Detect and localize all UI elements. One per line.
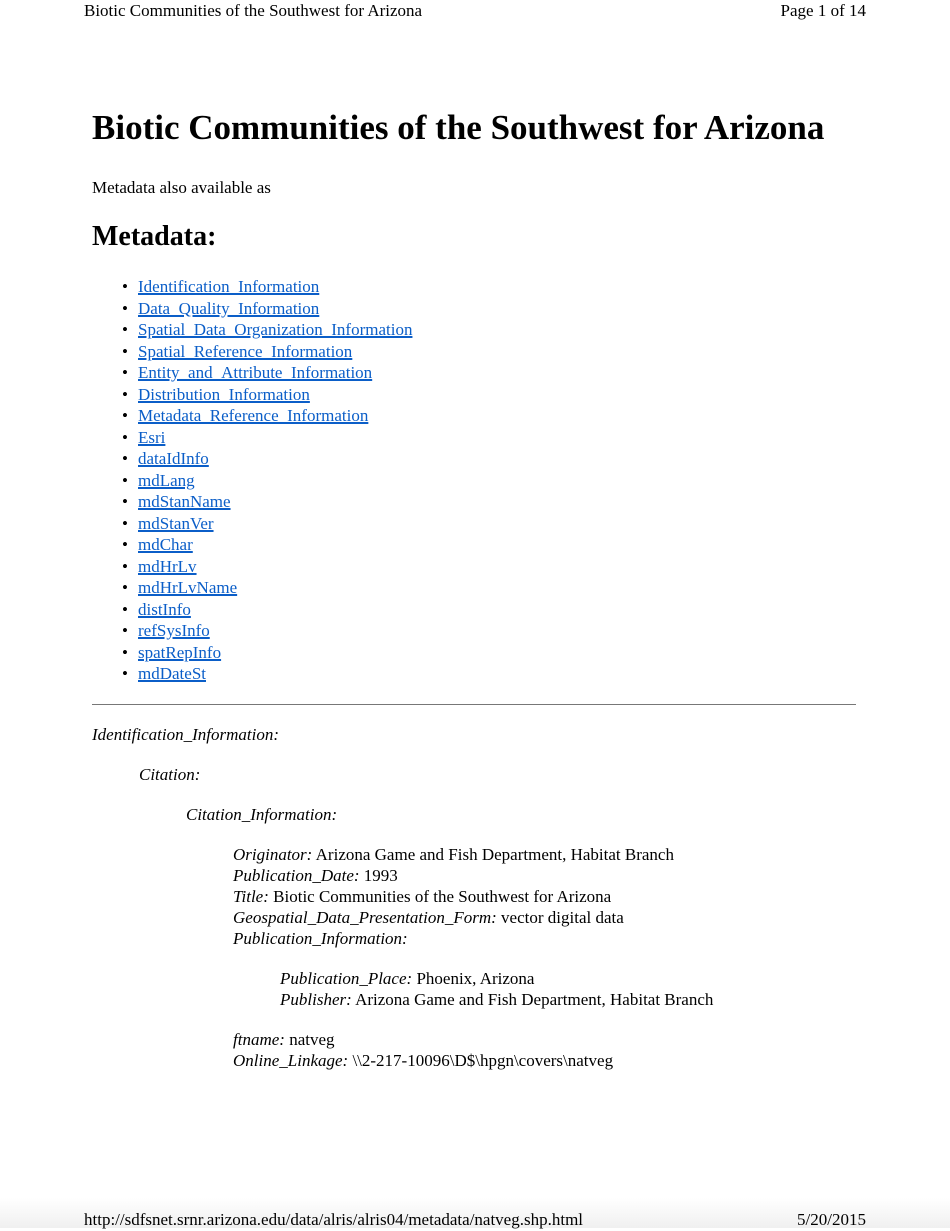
toc-link[interactable]: mdHrLv (138, 556, 197, 576)
field-label: Publisher: (280, 989, 352, 1009)
toc-item (122, 319, 858, 341)
publication-date-field (233, 865, 858, 886)
toc-link[interactable]: mdDateSt (138, 664, 206, 683)
bullet-icon: • (122, 384, 128, 404)
toc-item (122, 298, 858, 320)
field-value: \\2-217-10096\D$\hpgn\covers\natveg (352, 1050, 614, 1070)
toc-link[interactable]: Identification_Information (138, 277, 320, 296)
toc-item (122, 448, 858, 470)
bullet-icon: • (122, 599, 128, 619)
ftname-field (233, 1029, 858, 1050)
bullet-icon: • (122, 449, 128, 468)
metadata-toc (92, 276, 858, 685)
bullet-icon: • (122, 363, 128, 382)
toc-link[interactable]: Distribution_Information (138, 384, 310, 404)
toc-link[interactable]: dataIdInfo (138, 449, 209, 468)
geospatial-form-field (233, 907, 858, 928)
bullet-icon: • (122, 513, 128, 533)
toc-link[interactable]: mdHrLvName (138, 578, 238, 597)
bullet-icon: • (122, 320, 128, 339)
print-footer-date: 5/20/2015 (797, 1210, 866, 1229)
bullet-icon: • (122, 556, 128, 576)
bullet-icon: • (122, 406, 128, 425)
field-label: Originator: (233, 844, 313, 864)
toc-link[interactable]: mdLang (138, 470, 195, 490)
toc-item (122, 341, 858, 363)
online-linkage-field (233, 1050, 858, 1071)
print-header-page-number: Page 1 of 14 (780, 1, 866, 20)
publisher-field (280, 989, 858, 1010)
toc-link[interactable]: Entity_and_Attribute_Information (138, 363, 373, 382)
toc-item (122, 276, 858, 298)
print-header-title: Biotic Communities of the Southwest for Arizona (84, 1, 423, 20)
bullet-icon: • (122, 621, 128, 640)
toc-item (122, 534, 858, 556)
toc-item (122, 556, 858, 578)
toc-link[interactable]: spatRepInfo (138, 642, 222, 662)
bullet-icon: • (122, 277, 128, 296)
print-footer-url: http://sdfsnet.srnr.arizona.edu/data/alris/alris04/metadata/natveg.shp.html (84, 1210, 584, 1229)
toc-link[interactable]: refSysInfo (138, 621, 210, 640)
originator-field (233, 844, 858, 865)
toc-item (122, 620, 858, 642)
toc-item (122, 513, 858, 535)
citation-heading: Citation: (139, 764, 201, 784)
bullet-icon: • (122, 341, 128, 361)
bullet-icon: • (122, 298, 128, 318)
toc-link[interactable]: Data_Quality_Information (138, 298, 320, 318)
field-value: vector digital data (501, 907, 624, 927)
field-value: Arizona Game and Fish Department, Habitat Branch (355, 989, 714, 1009)
toc-item (122, 663, 858, 685)
field-value: Arizona Game and Fish Department, Habitat Branch (315, 844, 674, 864)
toc-item (122, 427, 858, 449)
citation-information-heading: Citation_Information: (186, 804, 338, 824)
toc-item (122, 470, 858, 492)
page-title: Biotic Communities of the Southwest for Arizona (92, 108, 825, 147)
toc-item (122, 491, 858, 513)
publication-place-field (280, 968, 858, 989)
divider (92, 704, 856, 705)
toc-item (122, 405, 858, 427)
toc-item (122, 384, 858, 406)
bullet-icon: • (122, 535, 128, 554)
document-body (92, 106, 858, 1071)
bullet-icon: • (122, 664, 128, 683)
toc-link[interactable]: mdStanVer (138, 513, 214, 533)
toc-link[interactable]: Metadata_Reference_Information (138, 406, 369, 425)
bullet-icon: • (122, 427, 128, 447)
publication-information-heading: Publication_Information: (233, 928, 408, 948)
metadata-also-available: Metadata also available as (92, 178, 271, 197)
toc-item (122, 599, 858, 621)
bullet-icon: • (122, 642, 128, 662)
toc-item (122, 362, 858, 384)
toc-item (122, 642, 858, 664)
bullet-icon: • (122, 470, 128, 490)
toc-link[interactable]: Spatial_Data_Organization_Information (138, 320, 413, 339)
toc-item (122, 577, 858, 599)
field-label: Online_Linkage: (233, 1050, 349, 1070)
bullet-icon: • (122, 492, 128, 511)
identification-heading: Identification_Information: (92, 724, 279, 744)
field-value: Phoenix, Arizona (416, 968, 535, 988)
field-label: Title: (233, 886, 269, 906)
toc-link[interactable]: distInfo (138, 599, 191, 619)
field-label: Geospatial_Data_Presentation_Form: (233, 907, 497, 927)
toc-link[interactable]: Esri (138, 427, 166, 447)
toc-link[interactable]: mdStanName (138, 492, 231, 511)
toc-link[interactable]: mdChar (138, 535, 193, 554)
field-label: Publication_Place: (280, 968, 413, 988)
field-label: ftname: (233, 1029, 285, 1049)
bullet-icon: • (122, 578, 128, 597)
field-value: natveg (289, 1029, 335, 1049)
title-field (233, 886, 858, 907)
metadata-heading: Metadata: (92, 221, 217, 252)
field-value: Biotic Communities of the Southwest for Arizona (273, 886, 612, 906)
toc-link[interactable]: Spatial_Reference_Information (138, 341, 353, 361)
field-value: 1993 (363, 865, 398, 885)
field-label: Publication_Date: (233, 865, 360, 885)
